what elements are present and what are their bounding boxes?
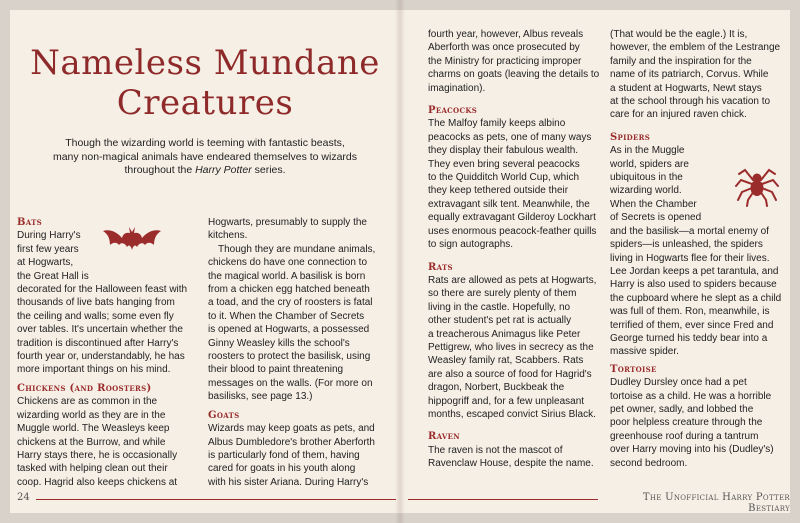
text-line: are also a source of food for Hagrid's [428, 368, 592, 380]
text-line: to sign autographs. [428, 239, 514, 251]
text-line: name of its patriarch, Corvus. While [610, 69, 769, 81]
text-line: to it. When the Chamber of Secrets [208, 310, 365, 322]
heading-bats: Bats [17, 217, 42, 228]
text-line: massive spider. [610, 346, 679, 358]
text-line: from a chicken egg hatched beneath [208, 284, 370, 296]
spider-icon [733, 160, 781, 208]
text-line: they keep tethered outside their [428, 185, 569, 197]
text-line: months, escaped convict Sirius Black. [428, 408, 596, 420]
text-line: world, spiders are [610, 158, 689, 170]
text-line: thousands of live bats hanging from [17, 297, 175, 309]
text-line: Rats are allowed as pets at Hogwarts, [428, 274, 597, 286]
text-line: The raven is not the mascot of [428, 444, 563, 456]
chickens-continued [208, 216, 394, 243]
text-line: so there are surely plenty of them [428, 288, 577, 300]
text-line: cared for goats in his youth along [208, 463, 356, 475]
text-line: They even bring several peacocks [428, 158, 580, 170]
text-line: terrified of them, ever since Fred and [610, 319, 774, 331]
text-line: more important things on his mind. [17, 364, 171, 376]
right-page [400, 0, 800, 523]
tortoise-text [610, 376, 792, 470]
text-line: second bedroom. [610, 457, 688, 469]
text-line: pet owner, sadly, and lobbed the [610, 403, 754, 415]
text-line: peacocks as pets, one of many ways [428, 131, 592, 143]
text-line: over tables. It's uncertain whether the [17, 324, 183, 336]
text-line: the magical world. A basilisk is born [208, 270, 366, 282]
column-4 [610, 28, 792, 470]
text-line: Wizards may keep goats as pets, and [208, 423, 375, 435]
text-line: Ravenclaw House, despite the name. [428, 458, 594, 470]
heading-rats: Rats [428, 261, 453, 273]
text-line: hippogriff and, for a few unpleasant [428, 395, 585, 407]
text-line: family and the inspiration for the [610, 55, 752, 67]
text-line: the Great Hall is [17, 270, 89, 282]
text-line: Lee Jordan keeps a pet tarantula, and [610, 265, 779, 277]
heading-spiders: Spiders [610, 131, 651, 143]
text-line: decorated for the Halloween feast with [17, 284, 188, 296]
text-line: care for an injured raven chick. [610, 109, 747, 121]
text-line: to the Quidditch World Cup, which [428, 172, 580, 184]
intro-line: many non-magical animals have endeared themselves to wizards [52, 150, 358, 163]
text-line: equally extravagant Gilderoy Lockhart [428, 212, 596, 224]
text-line: roosters to protect the basilisk, using [208, 351, 371, 363]
text-line: a toad, and the cry of roosters is fatal [208, 297, 373, 309]
goats-continued [428, 28, 614, 95]
raven-continued [610, 28, 792, 122]
column-2 [208, 216, 394, 489]
basilisk-paragraph [208, 243, 394, 404]
text-line: Dudley Dursley once had a pet [610, 377, 747, 389]
text-line: As in the Muggle [610, 145, 685, 157]
heading-raven: Raven [428, 431, 460, 443]
text-line: basilisks, see page 13.) [208, 391, 313, 403]
heading-goats: Goats [208, 409, 240, 421]
text-line: coop. Hagrid also keeps chickens at [17, 476, 178, 488]
text-line: Chickens are as common in the [17, 396, 158, 408]
intro-paragraph [40, 137, 370, 178]
text-line: other student's pet rat is actually [428, 315, 572, 327]
heading-tortoise: Tortoise [610, 363, 657, 375]
intro-line: throughout the Harry Potter series. [124, 164, 286, 176]
text-line: messages on the walls. (For more on [208, 377, 373, 389]
text-line: kitchens. [208, 230, 248, 242]
text-line: dragon, Norbert, Buckbeak the [428, 382, 565, 394]
text-line: Though they are mundane animals, [218, 243, 376, 255]
text-line: living in the castle. Hopefully, no [428, 301, 571, 313]
text-line: Harry stays there, he is occasionally [17, 449, 178, 461]
text-line: George turned his teddy bear into a [610, 332, 768, 344]
text-line: their blood to paint threatening [208, 364, 344, 376]
text-line: charms on goats (leaving the details to [428, 69, 600, 81]
text-line: The Malfoy family keeps albino [428, 118, 566, 130]
text-line: ubiquitous in the [610, 172, 683, 184]
text-line: Harry is also used to spiders because [610, 279, 777, 291]
text-line: greenhouse roof during a tantrum [610, 430, 759, 442]
text-line: tasked with helping clean out their [17, 463, 168, 475]
text-line: with his sister Ariana. During Harry's [208, 476, 369, 488]
text-line: extravagant silk tent. Meanwhile, the [428, 198, 590, 210]
title-line-1: Nameless Mundane [30, 43, 380, 83]
text-line: first few years [17, 243, 79, 255]
text-line: is particularly fond of them, having [208, 449, 360, 461]
text-line: imagination). [428, 82, 486, 94]
text-line: a student at Hogwarts, Newt stays [610, 82, 762, 94]
text-line: they display their fabulous wealth. [428, 145, 579, 157]
rats-text [428, 274, 614, 421]
text-line: wizarding world. [610, 185, 682, 197]
text-line: at Hogwarts, [17, 257, 74, 269]
chickens-text [17, 395, 203, 489]
text-line: over Harry moving into his (Dudley's) [610, 444, 774, 456]
page-title [18, 43, 392, 123]
raven-text [428, 444, 614, 471]
text-line: is opened at Hogwarts, a possessed [208, 324, 370, 336]
text-line: the cupboard where he slept as a child [610, 292, 782, 304]
peacocks-text [428, 117, 614, 251]
bat-icon [102, 222, 162, 256]
footer-rule [36, 499, 396, 500]
text-line: During Harry's [17, 230, 81, 242]
text-line: tradition is discontinued after Harry's [17, 337, 179, 349]
footer-rule-right [408, 499, 598, 500]
heading-chickens: Chickens (and Roosters) [17, 382, 152, 394]
text-line: poor helpless creature through the [610, 417, 763, 429]
text-line: Aberforth was once prosecuted by [428, 42, 580, 54]
text-line: chickens at the Burrow, and while [17, 436, 166, 448]
text-line: tortoise as a child. He was a horrible [610, 390, 772, 402]
text-line: was full of them. Ron, meanwhile, is [610, 306, 770, 318]
text-line: uses enormous peacock-feather quills [428, 225, 597, 237]
text-line: at the school through his vacation to [610, 96, 771, 108]
heading-peacocks: Peacocks [428, 105, 478, 117]
text-line: the Ministry for practicing improper [428, 55, 582, 67]
text-line: Weasley family rat, Scabbers. Rats [428, 355, 584, 367]
text-line: Pettigrew, who lives in secrecy as the [428, 341, 594, 353]
running-title: The Unofficial Harry Potter Bestiary [642, 492, 790, 514]
text-line: the ceiling and walls; some even fly [17, 310, 174, 322]
text-line: a treacherous Animagus like Peter [428, 328, 581, 340]
text-line: living in Hogwarts flee for their lives. [610, 252, 770, 264]
text-line: and the basilisk—a mortal enemy of [610, 225, 769, 237]
text-line: chickens do have one connection to [208, 257, 367, 269]
text-line: however, the emblem of the Lestrange [610, 42, 781, 54]
text-line: fourth year or, understandably, he has [17, 351, 185, 363]
text-line: spiders—is unleashed, the spiders [610, 239, 763, 251]
title-line-2: Creatures [116, 83, 294, 123]
text-line: wizarding world as they are in the [17, 409, 166, 421]
text-line: Ginny Weasley kills the school's [208, 337, 350, 349]
text-line: fourth year, however, Albus reveals [428, 29, 584, 40]
column-3 [428, 28, 614, 471]
text-line: (That would be the eagle.) It is, [610, 29, 748, 40]
column-1 [17, 216, 203, 489]
text-line: Albus Dumbledore's brother Aberforth [208, 436, 375, 448]
goats-text [208, 422, 394, 489]
text-line: of Secrets is opened [610, 212, 702, 224]
text-line: Hogwarts, presumably to supply the [208, 217, 367, 228]
text-line: Muggle world. The Weasleys keep [17, 423, 170, 435]
page-number: 24 [17, 492, 30, 503]
intro-line: Though the wizarding world is teeming with fantastic beasts, [65, 137, 345, 149]
text-line: When the Chamber [610, 198, 697, 210]
